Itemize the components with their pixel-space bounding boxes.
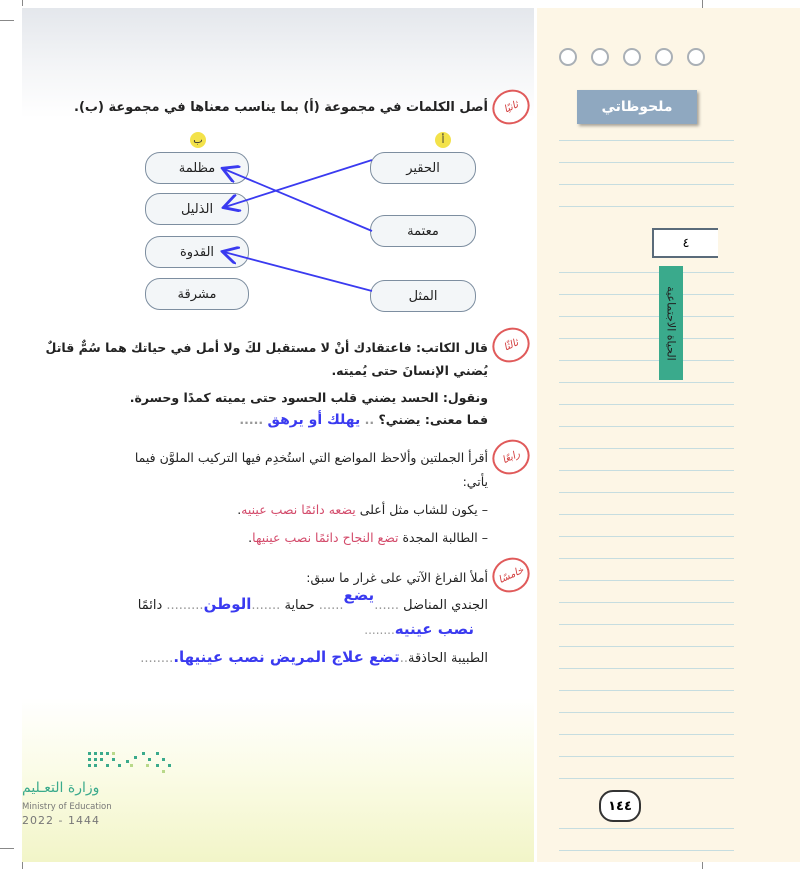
- handwritten-answer: يهلك أو يرهق: [267, 412, 361, 428]
- fill-text: حماية: [284, 598, 315, 613]
- paragraph-line: قال الكاتب: فاعتقادك أنْ لا مستقبل لكَ ولا أمل في حياتك هما سُمٌّ قاتلٌ: [45, 340, 488, 355]
- ruled-line: [559, 272, 734, 273]
- handwritten-answer: الوطن: [203, 595, 252, 613]
- ruled-line: [559, 492, 734, 493]
- group-b-item[interactable]: القدوة: [145, 236, 249, 268]
- question-line: [239, 412, 488, 428]
- question-text: فما معنى: يضني؟: [378, 412, 488, 427]
- binder-ring: [559, 48, 577, 66]
- example-sentence: [248, 530, 488, 545]
- fill-dots: ........: [140, 651, 174, 666]
- ruled-line: [559, 646, 734, 647]
- crop-mark: [0, 848, 14, 849]
- sentence-text: – يكون للشاب مثل أعلى: [355, 502, 488, 517]
- ruled-line: [559, 360, 734, 361]
- column-b-marker: ب: [190, 132, 206, 148]
- ruled-line: [559, 828, 734, 829]
- highlighted-phrase: يضعه دائمًا نصب عينيه: [241, 502, 356, 517]
- ruled-line: [559, 580, 734, 581]
- sentence-text: .: [248, 530, 253, 545]
- fill-label: الجندي المناضل: [403, 598, 488, 613]
- ruled-line: [559, 140, 734, 141]
- exercise-badge: خامسًا: [487, 552, 536, 599]
- group-b-item[interactable]: مظلمة: [145, 152, 249, 184]
- ruled-line: [559, 514, 734, 515]
- ruled-line: [559, 184, 734, 185]
- ruled-line: [559, 404, 734, 405]
- binder-ring: [623, 48, 641, 66]
- notes-tab: ملحوظاتي: [577, 90, 697, 124]
- answer-dots: ..: [364, 412, 375, 427]
- highlighted-phrase: تضع النجاح دائمًا نصب عينيها: [252, 530, 399, 545]
- fill-row: [137, 586, 488, 618]
- sentence-text: .: [237, 502, 242, 517]
- instruction-line: يأتي:: [462, 474, 488, 489]
- fill-row: [140, 648, 488, 666]
- edition-year: 2022 - 1444: [22, 814, 100, 827]
- binder-ring: [687, 48, 705, 66]
- ruled-line: [559, 316, 734, 317]
- ruled-line: [559, 668, 734, 669]
- exercise-badge: رابعًا: [487, 434, 536, 481]
- group-b-item[interactable]: مشرقة: [145, 278, 249, 310]
- handwritten-answer: نصب عينيه: [394, 620, 474, 638]
- group-a-item[interactable]: المثل: [370, 280, 476, 312]
- crop-mark: [22, 0, 23, 6]
- column-a-marker: أ: [435, 132, 451, 148]
- paragraph-line: ونقول: الحسد يضني قلب الحسود حتى يميته كمدًا وحسرة.: [129, 390, 488, 405]
- unit-title: الحياة الاجتماعية: [664, 285, 678, 361]
- handwritten-answer: تضع علاج المريض نصب عينيها.: [173, 648, 400, 666]
- ruled-line: [559, 470, 734, 471]
- ruled-line: [559, 294, 734, 295]
- ruled-line: [559, 382, 734, 383]
- unit-number-box: ٤: [652, 228, 718, 258]
- group-a-item[interactable]: معتمة: [370, 215, 476, 247]
- binder-ring: [591, 48, 609, 66]
- ruled-line: [559, 756, 734, 757]
- ruled-line: [559, 734, 734, 735]
- exercise-instruction: أصل الكلمات في مجموعة (أ) بما يناسب معناها في مجموعة (ب).: [74, 100, 488, 115]
- ruled-line: [559, 426, 734, 427]
- exercise-badge: ثانيًا: [487, 84, 536, 131]
- ruled-line: [559, 602, 734, 603]
- fill-row: [364, 620, 474, 638]
- ruled-line: [559, 712, 734, 713]
- ruled-line: [559, 624, 734, 625]
- ruled-line: [559, 778, 734, 779]
- ruled-line: [559, 690, 734, 691]
- page-number: ١٤٤: [599, 790, 641, 822]
- fill-label: الطبيبة الحاذقة: [407, 651, 488, 666]
- ministry-logo-icon: [86, 750, 174, 776]
- ministry-name-en: Ministry of Education: [22, 802, 112, 812]
- group-a-item[interactable]: الحقير: [370, 152, 476, 184]
- fill-dots: .......: [251, 598, 281, 613]
- fill-dots: .........: [166, 598, 204, 613]
- answer-dots: .....: [239, 412, 264, 427]
- fill-dots: ........: [364, 623, 395, 637]
- crop-mark: [0, 20, 14, 21]
- fill-dots: ......: [374, 598, 399, 613]
- unit-title-band: [659, 266, 683, 380]
- ruled-line: [559, 206, 734, 207]
- ruled-line: [559, 162, 734, 163]
- match-arrow: [224, 252, 372, 291]
- instruction-line: أقرأ الجملتين وألاحظ المواضع التي استُخدِم فيها التركيب الملوَّن فيما: [134, 450, 488, 465]
- fill-dots: ..: [399, 651, 408, 666]
- ruled-line: [559, 536, 734, 537]
- fill-dots: ......: [318, 598, 344, 613]
- group-b-item[interactable]: الذليل: [145, 193, 249, 225]
- exercise-instruction: أملأ الفراغ الآتي على غرار ما سبق:: [306, 570, 488, 585]
- ruled-line: [559, 558, 734, 559]
- example-sentence: [237, 502, 488, 517]
- notes-panel: [537, 8, 800, 862]
- exercise-badge: ثالثًا: [487, 322, 536, 369]
- matching-arrows: [22, 8, 534, 338]
- binder-ring: [655, 48, 673, 66]
- crop-mark: [22, 862, 23, 869]
- fill-text: دائمًا: [137, 598, 163, 613]
- paragraph-line: يُضني الإنسانَ حتى يُميته.: [331, 363, 488, 378]
- ruled-line: [559, 850, 734, 851]
- ruled-line: [559, 448, 734, 449]
- ruled-line: [559, 338, 734, 339]
- worksheet-page: [22, 8, 534, 862]
- handwritten-answer: يضع: [343, 586, 375, 604]
- ministry-name-ar: وزارة التعـليم: [22, 780, 100, 796]
- sentence-text: – الطالبة المجدة: [398, 530, 488, 545]
